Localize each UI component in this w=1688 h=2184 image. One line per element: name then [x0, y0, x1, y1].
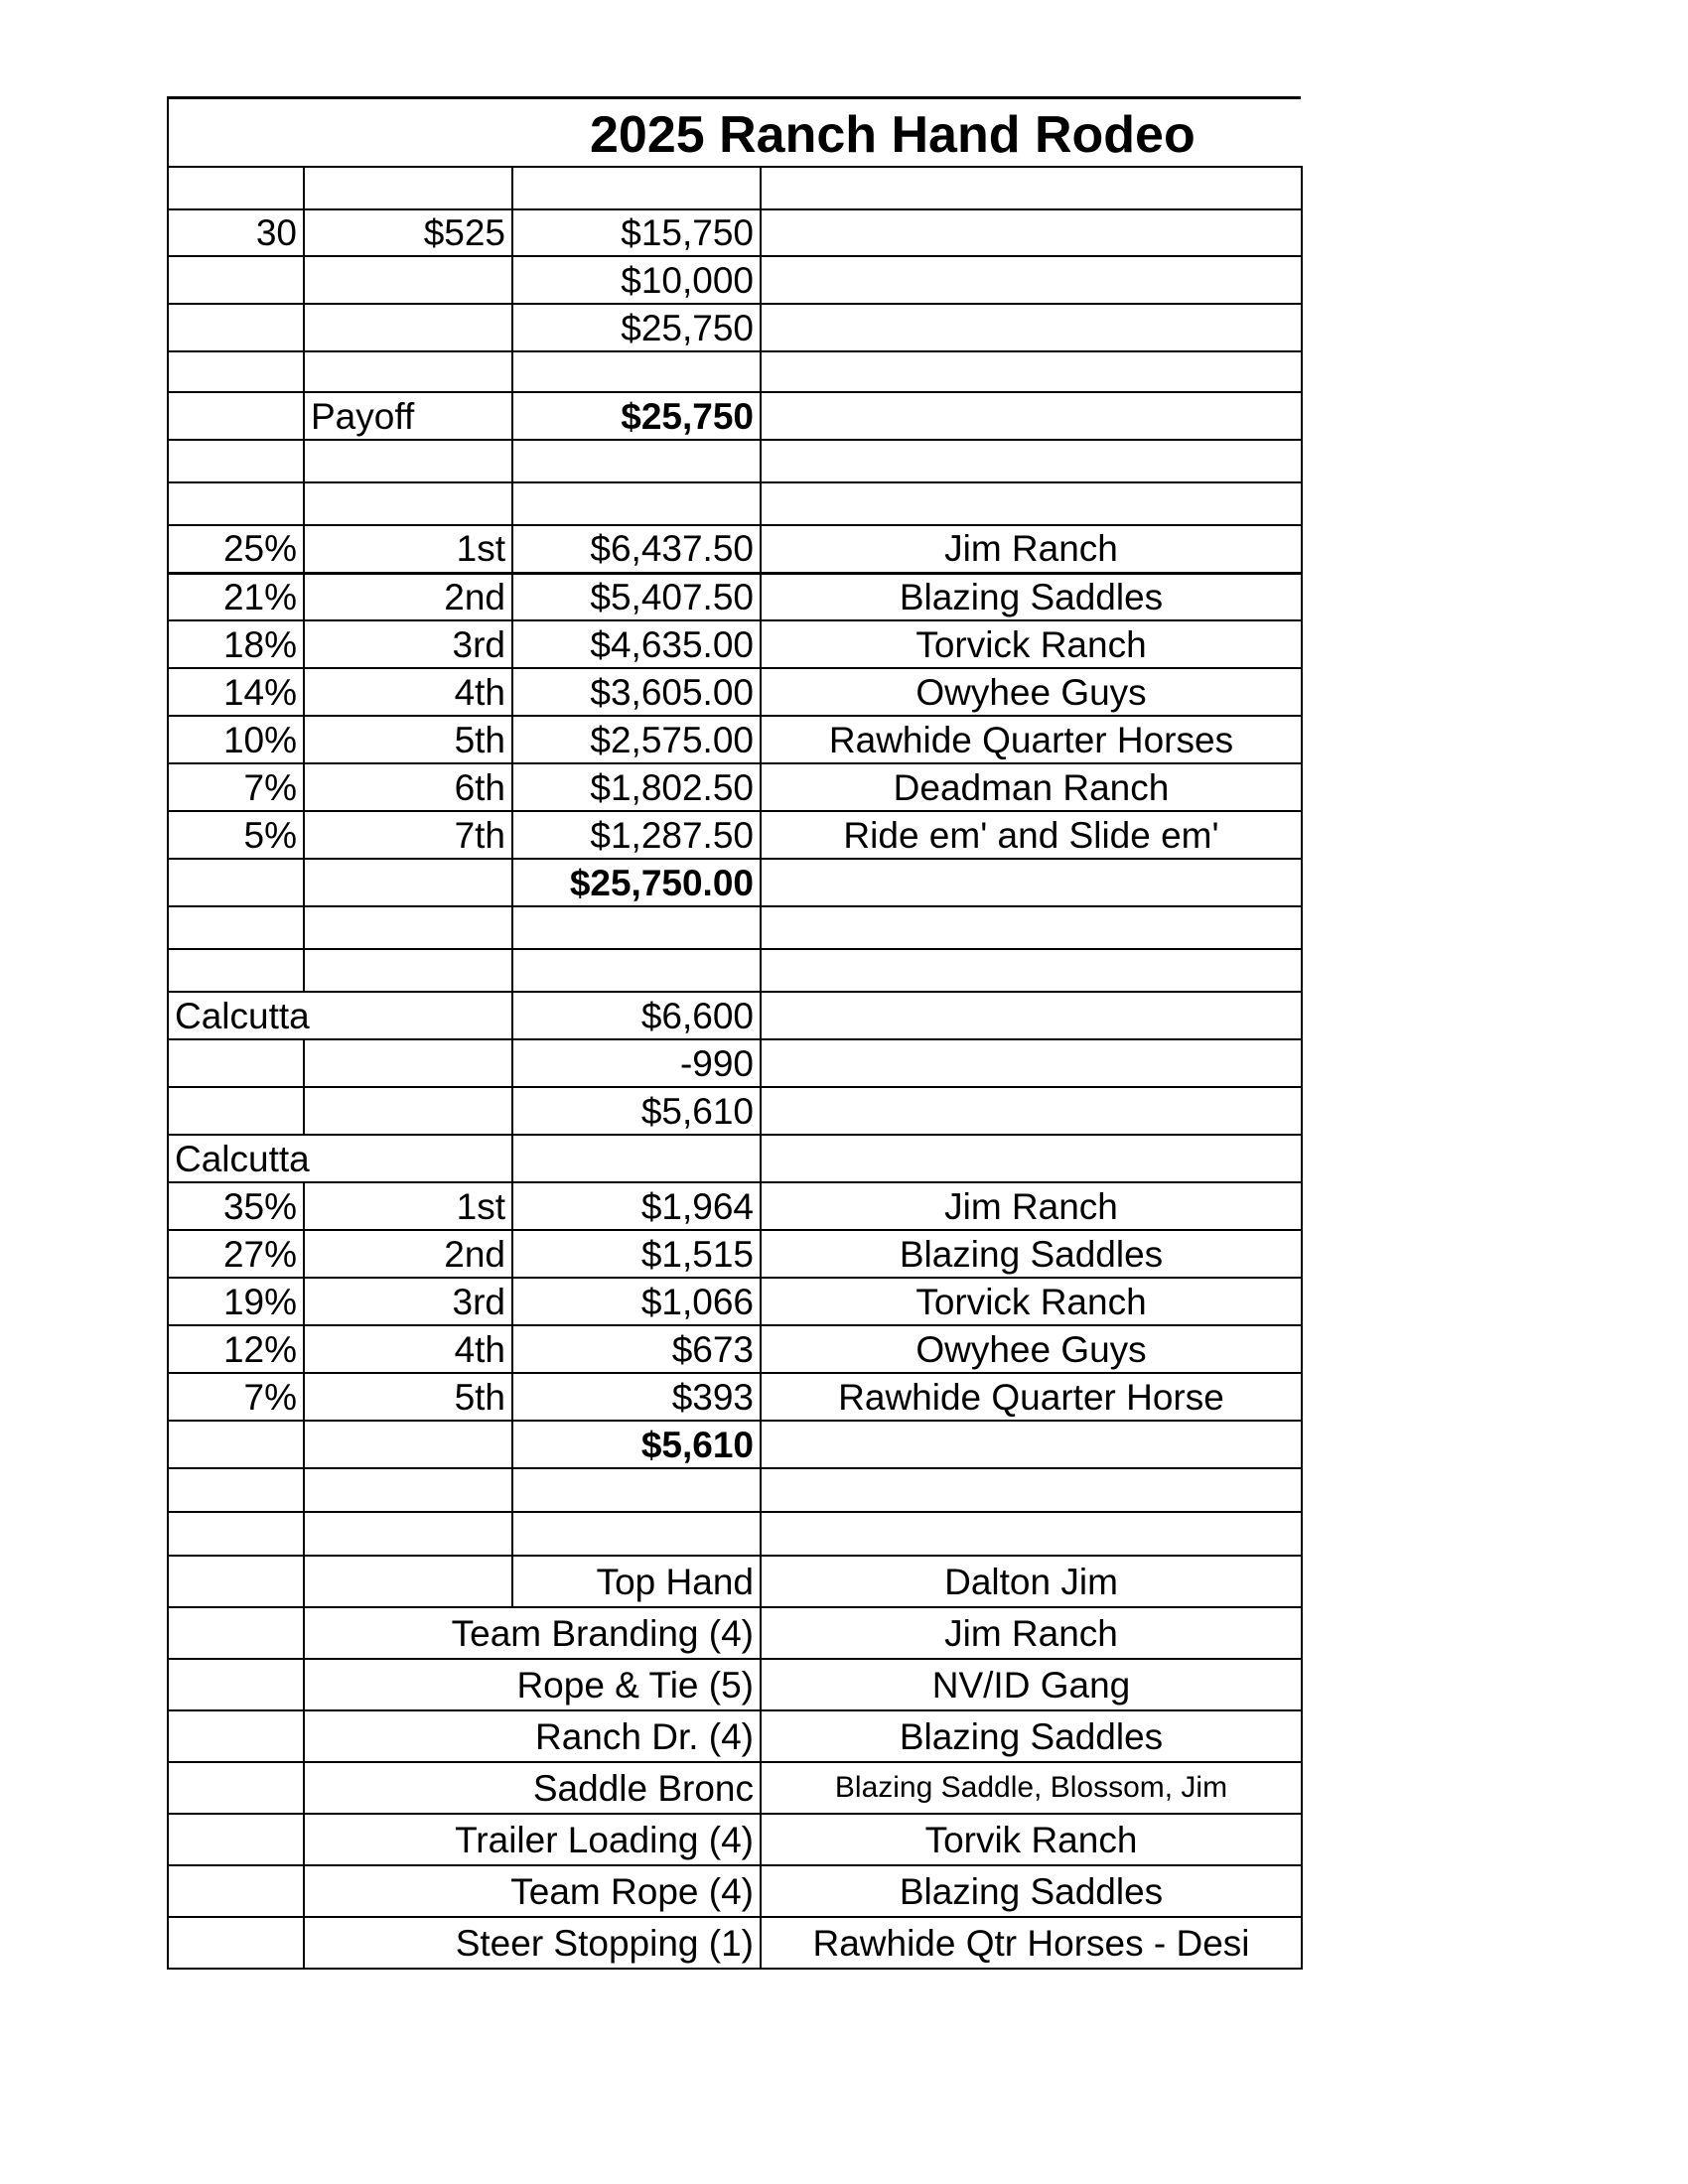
calcutta-amount: $1,066	[512, 1278, 761, 1325]
calcutta-placing-row	[168, 1325, 1302, 1373]
calcutta-team: Torvick Ranch	[761, 1278, 1302, 1325]
calcutta-header-row	[168, 1135, 1302, 1182]
award-event: Team Branding (4)	[304, 1607, 761, 1659]
award-blank	[168, 1814, 304, 1865]
sum-row	[168, 304, 1302, 351]
calcutta-label: Calcutta	[168, 992, 512, 1039]
award-blank	[168, 1917, 304, 1969]
blank-row	[168, 440, 1302, 482]
calcutta-team: Rawhide Quarter Horse	[761, 1373, 1302, 1421]
award-row	[168, 1917, 1302, 1969]
placing-row	[168, 763, 1302, 811]
results-sheet	[167, 96, 1301, 1970]
calcutta-deduction-row	[168, 1039, 1302, 1087]
placings-section	[168, 525, 1302, 859]
award-event: Steer Stopping (1)	[304, 1917, 761, 1969]
placing-amount: $3,605.00	[512, 668, 761, 716]
entry-total: $15,750	[512, 209, 761, 256]
calcutta-gross: $6,600	[512, 992, 761, 1039]
placing-row	[168, 716, 1302, 763]
calcutta-amount: $673	[512, 1325, 761, 1373]
placing-amount: $5,407.50	[512, 573, 761, 620]
award-winner: Rawhide Qtr Horses - Desi	[761, 1917, 1302, 1969]
calcutta-place: 4th	[304, 1325, 512, 1373]
award-winner: NV/ID Gang	[761, 1659, 1302, 1710]
event-awards-section	[168, 1556, 1302, 1969]
entry-row	[168, 209, 1302, 256]
award-row	[168, 1710, 1302, 1762]
award-row	[168, 1814, 1302, 1865]
award-row	[168, 1607, 1302, 1659]
calcutta-net-row	[168, 1087, 1302, 1135]
calcutta-percent: 19%	[168, 1278, 304, 1325]
award-blank	[168, 1607, 304, 1659]
placing-place: 4th	[304, 668, 512, 716]
award-winner: Dalton Jim	[761, 1556, 1302, 1607]
award-row	[168, 1762, 1302, 1814]
purse-sum: $25,750	[512, 304, 761, 351]
calcutta-team: Jim Ranch	[761, 1182, 1302, 1230]
award-winner: Torvik Ranch	[761, 1814, 1302, 1865]
entry-fee: $525	[304, 209, 512, 256]
placings-total-row	[168, 859, 1302, 906]
placing-row	[168, 620, 1302, 668]
blank-row	[168, 1512, 1302, 1556]
placing-row	[168, 525, 1302, 573]
calcutta-placing-row	[168, 1278, 1302, 1325]
blank-row	[168, 949, 1302, 992]
placing-amount: $6,437.50	[512, 525, 761, 573]
calcutta-place: 2nd	[304, 1230, 512, 1278]
placing-amount: $1,287.50	[512, 811, 761, 859]
placing-place: 7th	[304, 811, 512, 859]
calcutta-total: $5,610	[512, 1421, 761, 1468]
award-blank	[168, 1710, 304, 1762]
calcutta-percent: 27%	[168, 1230, 304, 1278]
award-row	[168, 1556, 1302, 1607]
placing-place: 6th	[304, 763, 512, 811]
calcutta-total-row	[168, 1421, 1302, 1468]
placing-team: Ride em' and Slide em'	[761, 811, 1302, 859]
placing-place: 5th	[304, 716, 512, 763]
title-row	[167, 96, 1301, 166]
award-event: Team Rope (4)	[304, 1865, 761, 1917]
payoff-amount: $25,750	[512, 392, 761, 440]
award-winner: Blazing Saddles	[761, 1865, 1302, 1917]
placing-amount: $1,802.50	[512, 763, 761, 811]
calcutta-net: $5,610	[512, 1087, 761, 1135]
award-blank	[168, 1659, 304, 1710]
award-winner: Blazing Saddle, Blossom, Jim	[761, 1762, 1302, 1814]
award-blank	[168, 1865, 304, 1917]
blank-row	[168, 351, 1302, 392]
award-winner: Blazing Saddles	[761, 1710, 1302, 1762]
placing-amount: $4,635.00	[512, 620, 761, 668]
calcutta-amount: $393	[512, 1373, 761, 1421]
placing-team: Deadman Ranch	[761, 763, 1302, 811]
placing-percent: 21%	[168, 573, 304, 620]
calcutta-team: Owyhee Guys	[761, 1325, 1302, 1373]
calcutta-percent: 7%	[168, 1373, 304, 1421]
placing-place: 2nd	[304, 573, 512, 620]
placing-percent: 10%	[168, 716, 304, 763]
calcutta-percent: 12%	[168, 1325, 304, 1373]
award-event: Ranch Dr. (4)	[304, 1710, 761, 1762]
placing-team: Owyhee Guys	[761, 668, 1302, 716]
calcutta-placing-row	[168, 1182, 1302, 1230]
calcutta-percent: 35%	[168, 1182, 304, 1230]
placing-team: Blazing Saddles	[761, 573, 1302, 620]
calcutta-placing-row	[168, 1373, 1302, 1421]
blank-row	[168, 482, 1302, 525]
added-money: $10,000	[512, 256, 761, 304]
blank-row	[168, 906, 1302, 949]
award-blank	[168, 1556, 304, 1607]
sheet-title: 2025 Ranch Hand Rodeo	[590, 106, 1196, 164]
payoff-label: Payoff	[304, 392, 512, 440]
placings-total: $25,750.00	[512, 859, 761, 906]
results-table	[167, 166, 1303, 1970]
calcutta-place: 3rd	[304, 1278, 512, 1325]
added-money-row	[168, 256, 1302, 304]
placing-row	[168, 811, 1302, 859]
calcutta-team: Blazing Saddles	[761, 1230, 1302, 1278]
placing-percent: 7%	[168, 763, 304, 811]
award-row	[168, 1865, 1302, 1917]
placing-percent: 25%	[168, 525, 304, 573]
award-winner: Jim Ranch	[761, 1607, 1302, 1659]
placing-team: Rawhide Quarter Horses	[761, 716, 1302, 763]
placing-amount: $2,575.00	[512, 716, 761, 763]
placing-place: 1st	[304, 525, 512, 573]
blank-row	[168, 167, 1302, 209]
award-event: Rope & Tie (5)	[304, 1659, 761, 1710]
placing-row	[168, 573, 1302, 620]
calcutta-gross-row	[168, 992, 1302, 1039]
placing-team: Torvick Ranch	[761, 620, 1302, 668]
placing-percent: 18%	[168, 620, 304, 668]
award-row	[168, 1659, 1302, 1710]
calcutta-label-2: Calcutta	[168, 1135, 512, 1182]
calcutta-place: 5th	[304, 1373, 512, 1421]
placing-percent: 5%	[168, 811, 304, 859]
award-blank	[304, 1556, 512, 1607]
calcutta-place: 1st	[304, 1182, 512, 1230]
team-count: 30	[168, 209, 304, 256]
calcutta-amount: $1,515	[512, 1230, 761, 1278]
placing-place: 3rd	[304, 620, 512, 668]
calcutta-placings-section	[168, 1182, 1302, 1421]
award-event: Saddle Bronc	[304, 1762, 761, 1814]
calcutta-placing-row	[168, 1230, 1302, 1278]
calcutta-amount: $1,964	[512, 1182, 761, 1230]
award-blank	[168, 1762, 304, 1814]
placing-row	[168, 668, 1302, 716]
placing-percent: 14%	[168, 668, 304, 716]
award-event: Trailer Loading (4)	[304, 1814, 761, 1865]
calcutta-deduction: -990	[512, 1039, 761, 1087]
payoff-row	[168, 392, 1302, 440]
placing-team: Jim Ranch	[761, 525, 1302, 573]
award-event: Top Hand	[512, 1556, 761, 1607]
blank-row	[168, 1468, 1302, 1512]
